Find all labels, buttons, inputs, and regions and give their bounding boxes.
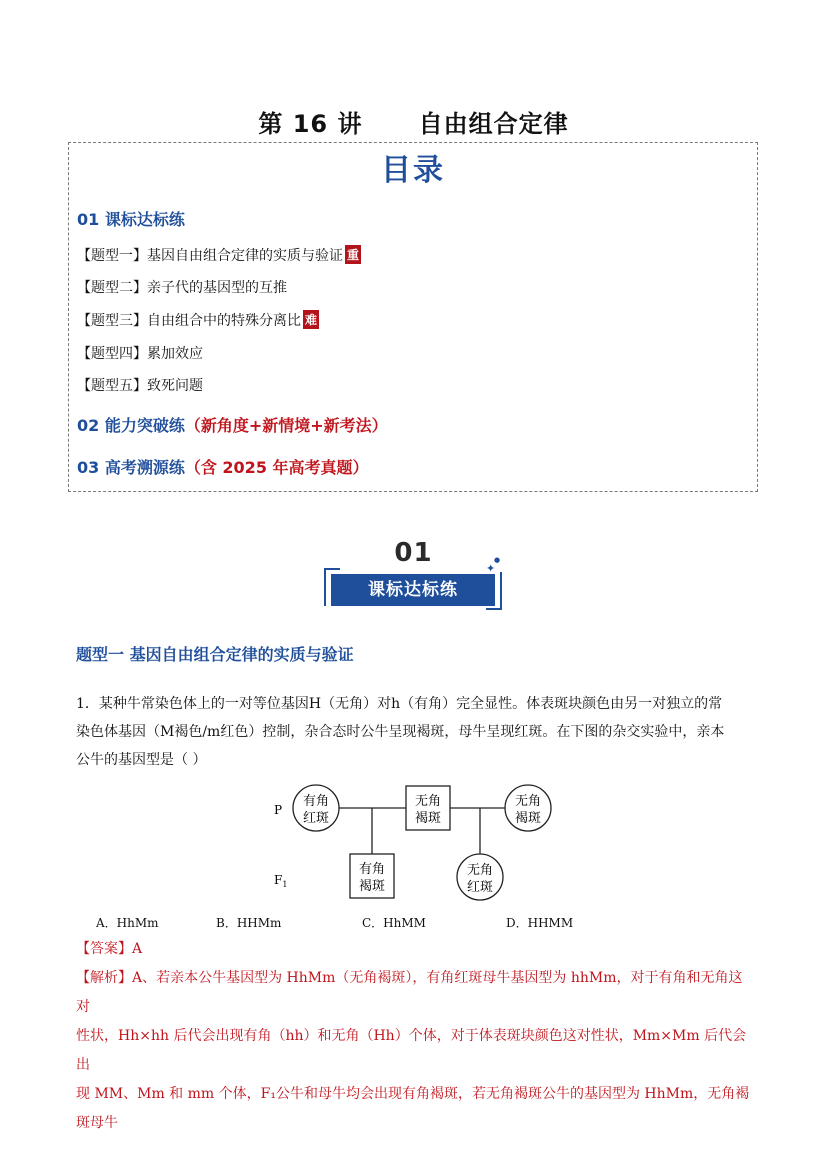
analysis-line: 现 MM、Mm 和 mm 个体，F₁公牛和母牛均会出现有角褐斑，若无角褐斑公牛的基因型为 HhMm，无角褐斑母牛 bbox=[76, 1086, 750, 1131]
question-line: 公牛的基因型是（ ） bbox=[76, 752, 207, 768]
question-type-title: 题型一 基因自由组合定律的实质与验证 bbox=[76, 645, 354, 664]
toc-type-5[interactable] bbox=[77, 375, 203, 395]
section-number: 01 bbox=[394, 538, 433, 568]
analysis-line: 性状，Hh×hh 后代会出现有角（hh）和无角（Hh）个体，对于体表斑块颜色这对性状，Mm×Mm 后代会出 bbox=[76, 1028, 747, 1073]
node-label: 有角 bbox=[302, 794, 330, 809]
toc-type-4[interactable] bbox=[77, 343, 203, 363]
option-a[interactable]: A．HhMm bbox=[96, 916, 159, 930]
toc-type-label: 【题型五】致死问题 bbox=[77, 378, 203, 394]
toc-section-03[interactable] bbox=[77, 455, 369, 478]
analysis-text bbox=[76, 964, 756, 1138]
toc-type-1[interactable] bbox=[77, 245, 361, 265]
toc-section-label: 03 高考溯源练 bbox=[77, 458, 185, 477]
question-line: 1．某种牛常染色体上的一对等位基因H（无角）对h（有角）完全显性。体表斑块颜色由另一对独立的常 bbox=[76, 696, 723, 712]
toc-type-label: 【题型二】亲子代的基因型的互推 bbox=[77, 280, 287, 296]
toc-type-label: 【题型三】自由组合中的特殊分离比 bbox=[77, 313, 301, 329]
toc-heading: 目录 bbox=[381, 153, 445, 188]
analysis-line: 【解析】A、若亲本公牛基因型为 HhMm（无角褐斑），有角红斑母牛基因型为 hhMm，对于有角和无角这对 bbox=[76, 970, 743, 1015]
toc-section-02[interactable] bbox=[77, 413, 388, 436]
question-line: 染色体基因（M褐色/m红色）控制，杂合态时公牛呈现褐斑，母牛呈现红斑。在下图的杂交实验中，亲本 bbox=[76, 724, 725, 740]
node-label: 红斑 bbox=[466, 880, 494, 895]
toc-section-label: 02 能力突破练 bbox=[77, 416, 185, 435]
option-b[interactable]: B．HHMm bbox=[216, 916, 282, 930]
table-of-contents bbox=[68, 142, 758, 492]
generation-label-p: P bbox=[274, 803, 283, 817]
option-d[interactable]: D．HHMM bbox=[506, 916, 574, 930]
node-label: 褐斑 bbox=[358, 879, 386, 894]
toc-type-label: 【题型四】累加效应 bbox=[77, 346, 203, 362]
sparkle-icon: ● bbox=[494, 556, 501, 564]
node-label: 无角 bbox=[514, 794, 542, 809]
pedigree-diagram bbox=[270, 778, 560, 904]
answer-options bbox=[96, 914, 736, 934]
section-banner: 课标达标练 bbox=[331, 574, 495, 606]
toc-section-extra: （新角度+新情境+新考法） bbox=[184, 416, 388, 435]
toc-type-3[interactable] bbox=[77, 310, 319, 330]
node-label: 无角 bbox=[466, 863, 494, 878]
node-label: 无角 bbox=[414, 794, 442, 809]
option-c[interactable]: C．HhMM bbox=[362, 916, 426, 930]
question-text bbox=[76, 690, 756, 774]
toc-section-01[interactable] bbox=[77, 207, 185, 230]
toc-type-label: 【题型一】基因自由组合定律的实质与验证 bbox=[77, 248, 343, 264]
node-label: 褐斑 bbox=[414, 811, 442, 826]
answer-line: 【答案】A bbox=[76, 941, 143, 957]
page-title: 第 16 讲 自由组合定律 bbox=[258, 110, 569, 138]
node-label: 红斑 bbox=[302, 811, 330, 826]
node-label: 有角 bbox=[358, 862, 386, 877]
node-label: 褐斑 bbox=[514, 811, 542, 826]
toc-section-label: 01 课标达标练 bbox=[77, 210, 185, 229]
generation-label-f1: $F_1$ bbox=[274, 873, 288, 889]
toc-type-2[interactable] bbox=[77, 277, 287, 297]
difficult-badge: 难 bbox=[303, 310, 319, 329]
sparkle-icon: ✦ bbox=[486, 562, 496, 575]
toc-section-extra: （含 2025 年高考真题） bbox=[184, 458, 369, 477]
important-badge: 重 bbox=[345, 245, 361, 264]
